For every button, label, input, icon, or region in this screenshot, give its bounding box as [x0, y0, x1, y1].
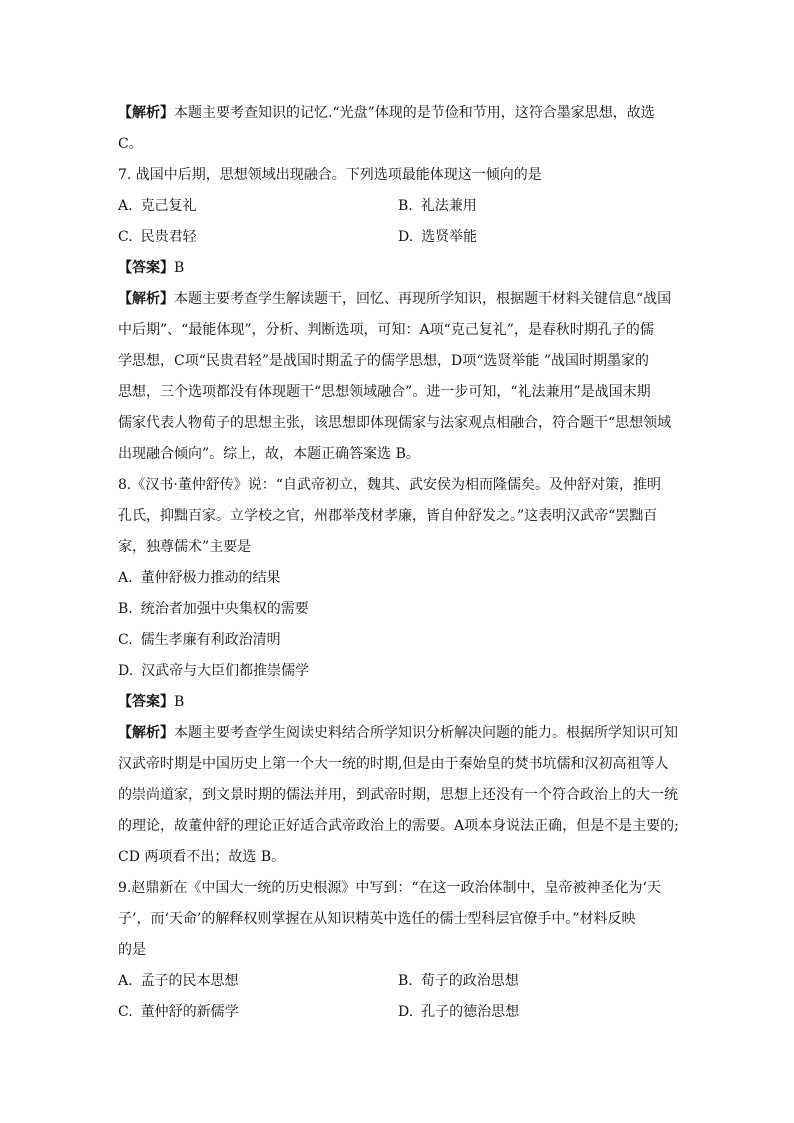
q7-option-b [398, 191, 678, 222]
q8-analysis-tag: 【解析】 [118, 725, 174, 741]
q8-option-a-letter: A. [118, 570, 133, 586]
q8-analysis-line-3: 的崇尚道家，到文景时期的儒法并用，到武帝时期，思想上还没有一个符合政治上的大一统 [118, 787, 678, 803]
q8-analysis-line-2: 汉武帝时期是中国历史上第一个大一统的时期,但是由于秦始皇的焚书坑儒和汉初高祖等人 [118, 756, 669, 772]
q9-option-a-letter: A. [118, 973, 133, 989]
q7-option-d-text: 选贤举能 [421, 229, 478, 245]
q9-option-d-text: 孔子的德治思想 [421, 1004, 520, 1020]
q8-stem-line-1: 8.《汉书·董仲舒传》说：“自武帝初立，魏其、武安侯为相而隆儒矣。及仲舒对策，推明 [118, 477, 661, 493]
q7-analysis-text-1: 本题主要考查学生解读题干，回忆、再现所学知识，根据题干材料关键信息“战国 [174, 291, 672, 307]
q8-option-b [118, 594, 678, 625]
q9-option-a-text: 孟子的民本思想 [140, 973, 239, 989]
q9-options-row-1 [118, 966, 678, 997]
q8-analysis-line-5: CD 两项看不出；故选 B。 [118, 849, 286, 865]
q7-option-c-letter: C. [118, 229, 133, 245]
q8-option-c-text: 儒生孝廉有利政治清明 [140, 632, 281, 648]
q9-option-c [118, 997, 398, 1028]
q8-answer [118, 687, 678, 718]
q7-option-b-letter: B. [398, 198, 413, 214]
q8-option-d-text: 汉武帝与大臣们都推崇儒学 [141, 663, 310, 679]
q8-option-b-letter: B. [118, 601, 133, 617]
q7-analysis-tag: 【解析】 [118, 291, 174, 307]
q7-stem: 7. 战国中后期，思想领域出现融合。下列选项最能体现这一倾向的是 [118, 167, 542, 183]
q8-stem-line-2: 孔氏，抑黜百家。立学校之官，州郡举茂材孝廉，皆自仲舒发之。”这表明汉武帝“罢黜百 [118, 508, 658, 524]
exam-page [118, 98, 678, 1028]
q9-option-c-letter: C. [118, 1004, 133, 1020]
q6-analysis-text-1: 本题主要考查知识的记忆.“光盘”体现的是节俭和节用，这符合墨家思想，故选 [174, 105, 655, 121]
q8-option-c-letter: C. [118, 632, 133, 648]
q9-stem-line-1: 9.赵鼎新在《中国大一统的历史根源》中写到：“在这一政治体制中，皇帝被神圣化为‘天 [118, 880, 661, 896]
q8-option-a-text: 董仲舒极力推动的结果 [140, 570, 281, 586]
q9-stem-line-2: 子’，而‘天命’的解释权则掌握在从知识精英中选任的儒士型科层官僚手中。”材料反映 [118, 911, 636, 927]
q7-analysis-line-6: 出现融合倾向”。综上，故，本题正确答案选 B。 [118, 446, 420, 462]
q9-options-row-2 [118, 997, 678, 1028]
q7-analysis-line-1 [118, 284, 678, 315]
q7-analysis-line-4: 思想，三个选项都没有体现题干“思想领域融合”。进一步可知，“礼法兼用”是战国末期 [118, 384, 651, 400]
q9-option-d [398, 997, 678, 1028]
q7-analysis-line-3: 学思想，C项“民贵君轻”是战国时期孟子的儒学思想，D项“选贤举能 ”战国时期墨家的 [118, 353, 650, 369]
q8-analysis-text-1: 本题主要考查学生阅读史料结合所学知识分析解决问题的能力。根据所学知识可知 [174, 725, 678, 741]
q8-option-d-letter: D. [118, 663, 134, 679]
q6-analysis-line-1 [118, 98, 678, 129]
q7-option-b-text: 礼法兼用 [420, 198, 477, 214]
q8-option-b-text: 统治者加强中央集权的需要 [140, 601, 309, 617]
q7-answer-tag: 【答案】 [118, 260, 174, 276]
q9-option-b-letter: B. [398, 973, 413, 989]
q7-option-d-letter: D. [398, 229, 414, 245]
q8-stem-line-3: 家，独尊儒术”主要是 [118, 539, 252, 555]
q7-analysis-line-2: 中后期”、“最能体现”，分析、判断选项，可知：A项“克己复礼”，是春秋时期孔子的儒 [118, 322, 654, 338]
q9-option-a [118, 966, 398, 997]
q8-analysis-line-1 [118, 718, 678, 749]
q9-option-b-text: 荀子的政治思想 [420, 973, 519, 989]
q6-analysis-line-2: C。 [118, 136, 143, 152]
q7-answer-value: B [174, 260, 185, 276]
q9-option-b [398, 966, 678, 997]
q6-analysis-tag: 【解析】 [118, 105, 174, 121]
q8-option-c [118, 625, 678, 656]
q9-option-c-text: 董仲舒的新儒学 [140, 1004, 239, 1020]
q8-analysis-line-4: 的理论，故董仲舒的理论正好适合武帝政治上的需要。A项本身说法正确，但是不是主要的; [118, 818, 679, 834]
q9-option-d-letter: D. [398, 1004, 414, 1020]
q8-answer-value: B [174, 694, 185, 710]
q7-option-a [118, 191, 398, 222]
q8-option-d [118, 656, 678, 687]
q7-option-c-text: 民贵君轻 [140, 229, 197, 245]
q7-options-row-2 [118, 222, 678, 253]
q7-option-a-text: 克己复礼 [140, 198, 197, 214]
q7-answer [118, 253, 678, 284]
q8-answer-tag: 【答案】 [118, 694, 174, 710]
q7-options-row-1 [118, 191, 678, 222]
q7-analysis-line-5: 儒家代表人物荀子的思想主张，该思想即体现儒家与法家观点相融合，符合题干“思想领域 [118, 415, 672, 431]
q9-stem-line-3: 的是 [118, 942, 146, 958]
q7-option-a-letter: A. [118, 198, 133, 214]
q7-option-c [118, 222, 398, 253]
q8-option-a [118, 563, 678, 594]
q7-option-d [398, 222, 678, 253]
